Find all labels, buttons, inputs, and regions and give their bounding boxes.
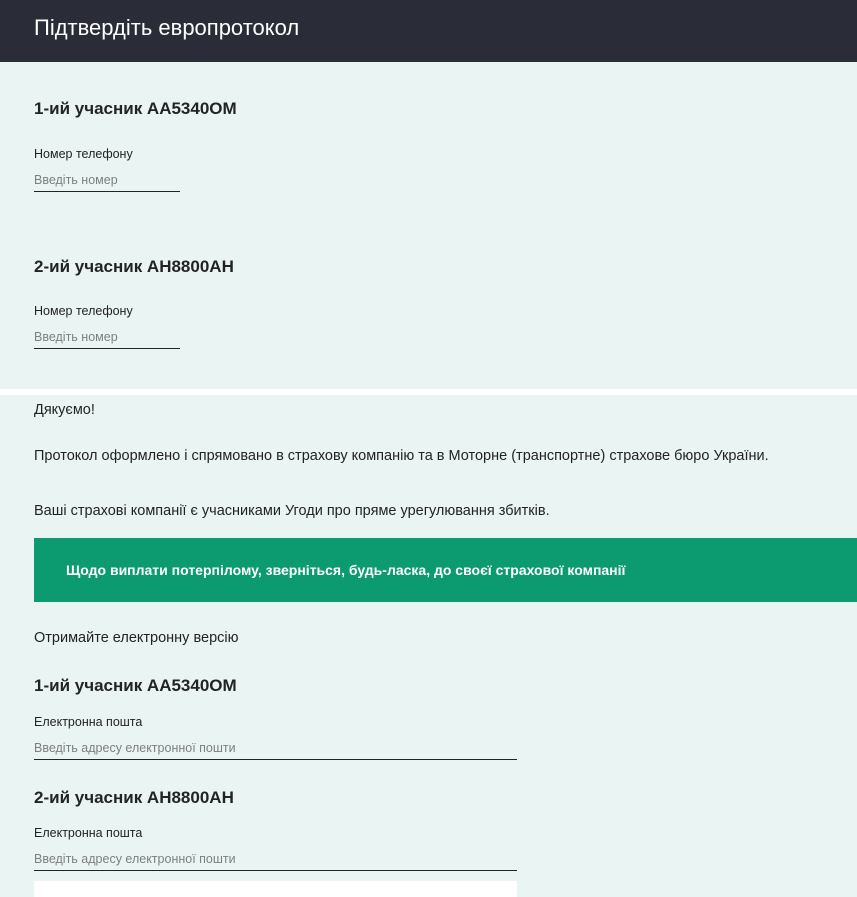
payment-notice-banner xyxy=(34,538,857,602)
thanks-text: Дякуємо! xyxy=(34,402,95,418)
agreement-text: Ваші страхові компанії є учасниками Угоди про пряме урегулювання збитків. xyxy=(34,503,550,519)
participant-1-phone-input[interactable] xyxy=(34,172,180,192)
participant-2-phone-label: Номер телефону xyxy=(34,304,133,318)
next-panel-edge xyxy=(34,881,517,897)
phone-section xyxy=(0,62,857,389)
email-participant-2-title: 2-ий учасник АН8800АН xyxy=(34,788,234,807)
participant-1-phone-label: Номер телефону xyxy=(34,147,133,161)
payment-notice-text: Щодо виплати потерпілому, зверніться, будь-ласка, до своєї страхової компанії xyxy=(66,562,626,578)
protocol-sent-text: Протокол оформлено і спрямовано в страхову компанію та в Моторне (транспортне) страхове бюро України. xyxy=(34,448,769,464)
participant-2-title: 2-ий учасник АН8800АН xyxy=(34,257,234,276)
page-title: Підтвердіть европротокол xyxy=(34,15,300,40)
participant-2-email-label: Електронна пошта xyxy=(34,826,143,840)
participant-1-email-input[interactable] xyxy=(34,740,517,760)
email-participant-1-title: 1-ий учасник АА5340ОМ xyxy=(34,676,237,695)
result-section xyxy=(0,395,857,897)
electronic-version-heading: Отримайте електронну версію xyxy=(34,630,239,646)
participant-1-email-label: Електронна пошта xyxy=(34,715,143,729)
page-header xyxy=(0,0,857,62)
participant-2-email-input[interactable] xyxy=(34,851,517,871)
participant-2-phone-input[interactable] xyxy=(34,329,180,349)
participant-1-title: 1-ий учасник АА5340ОМ xyxy=(34,99,237,118)
